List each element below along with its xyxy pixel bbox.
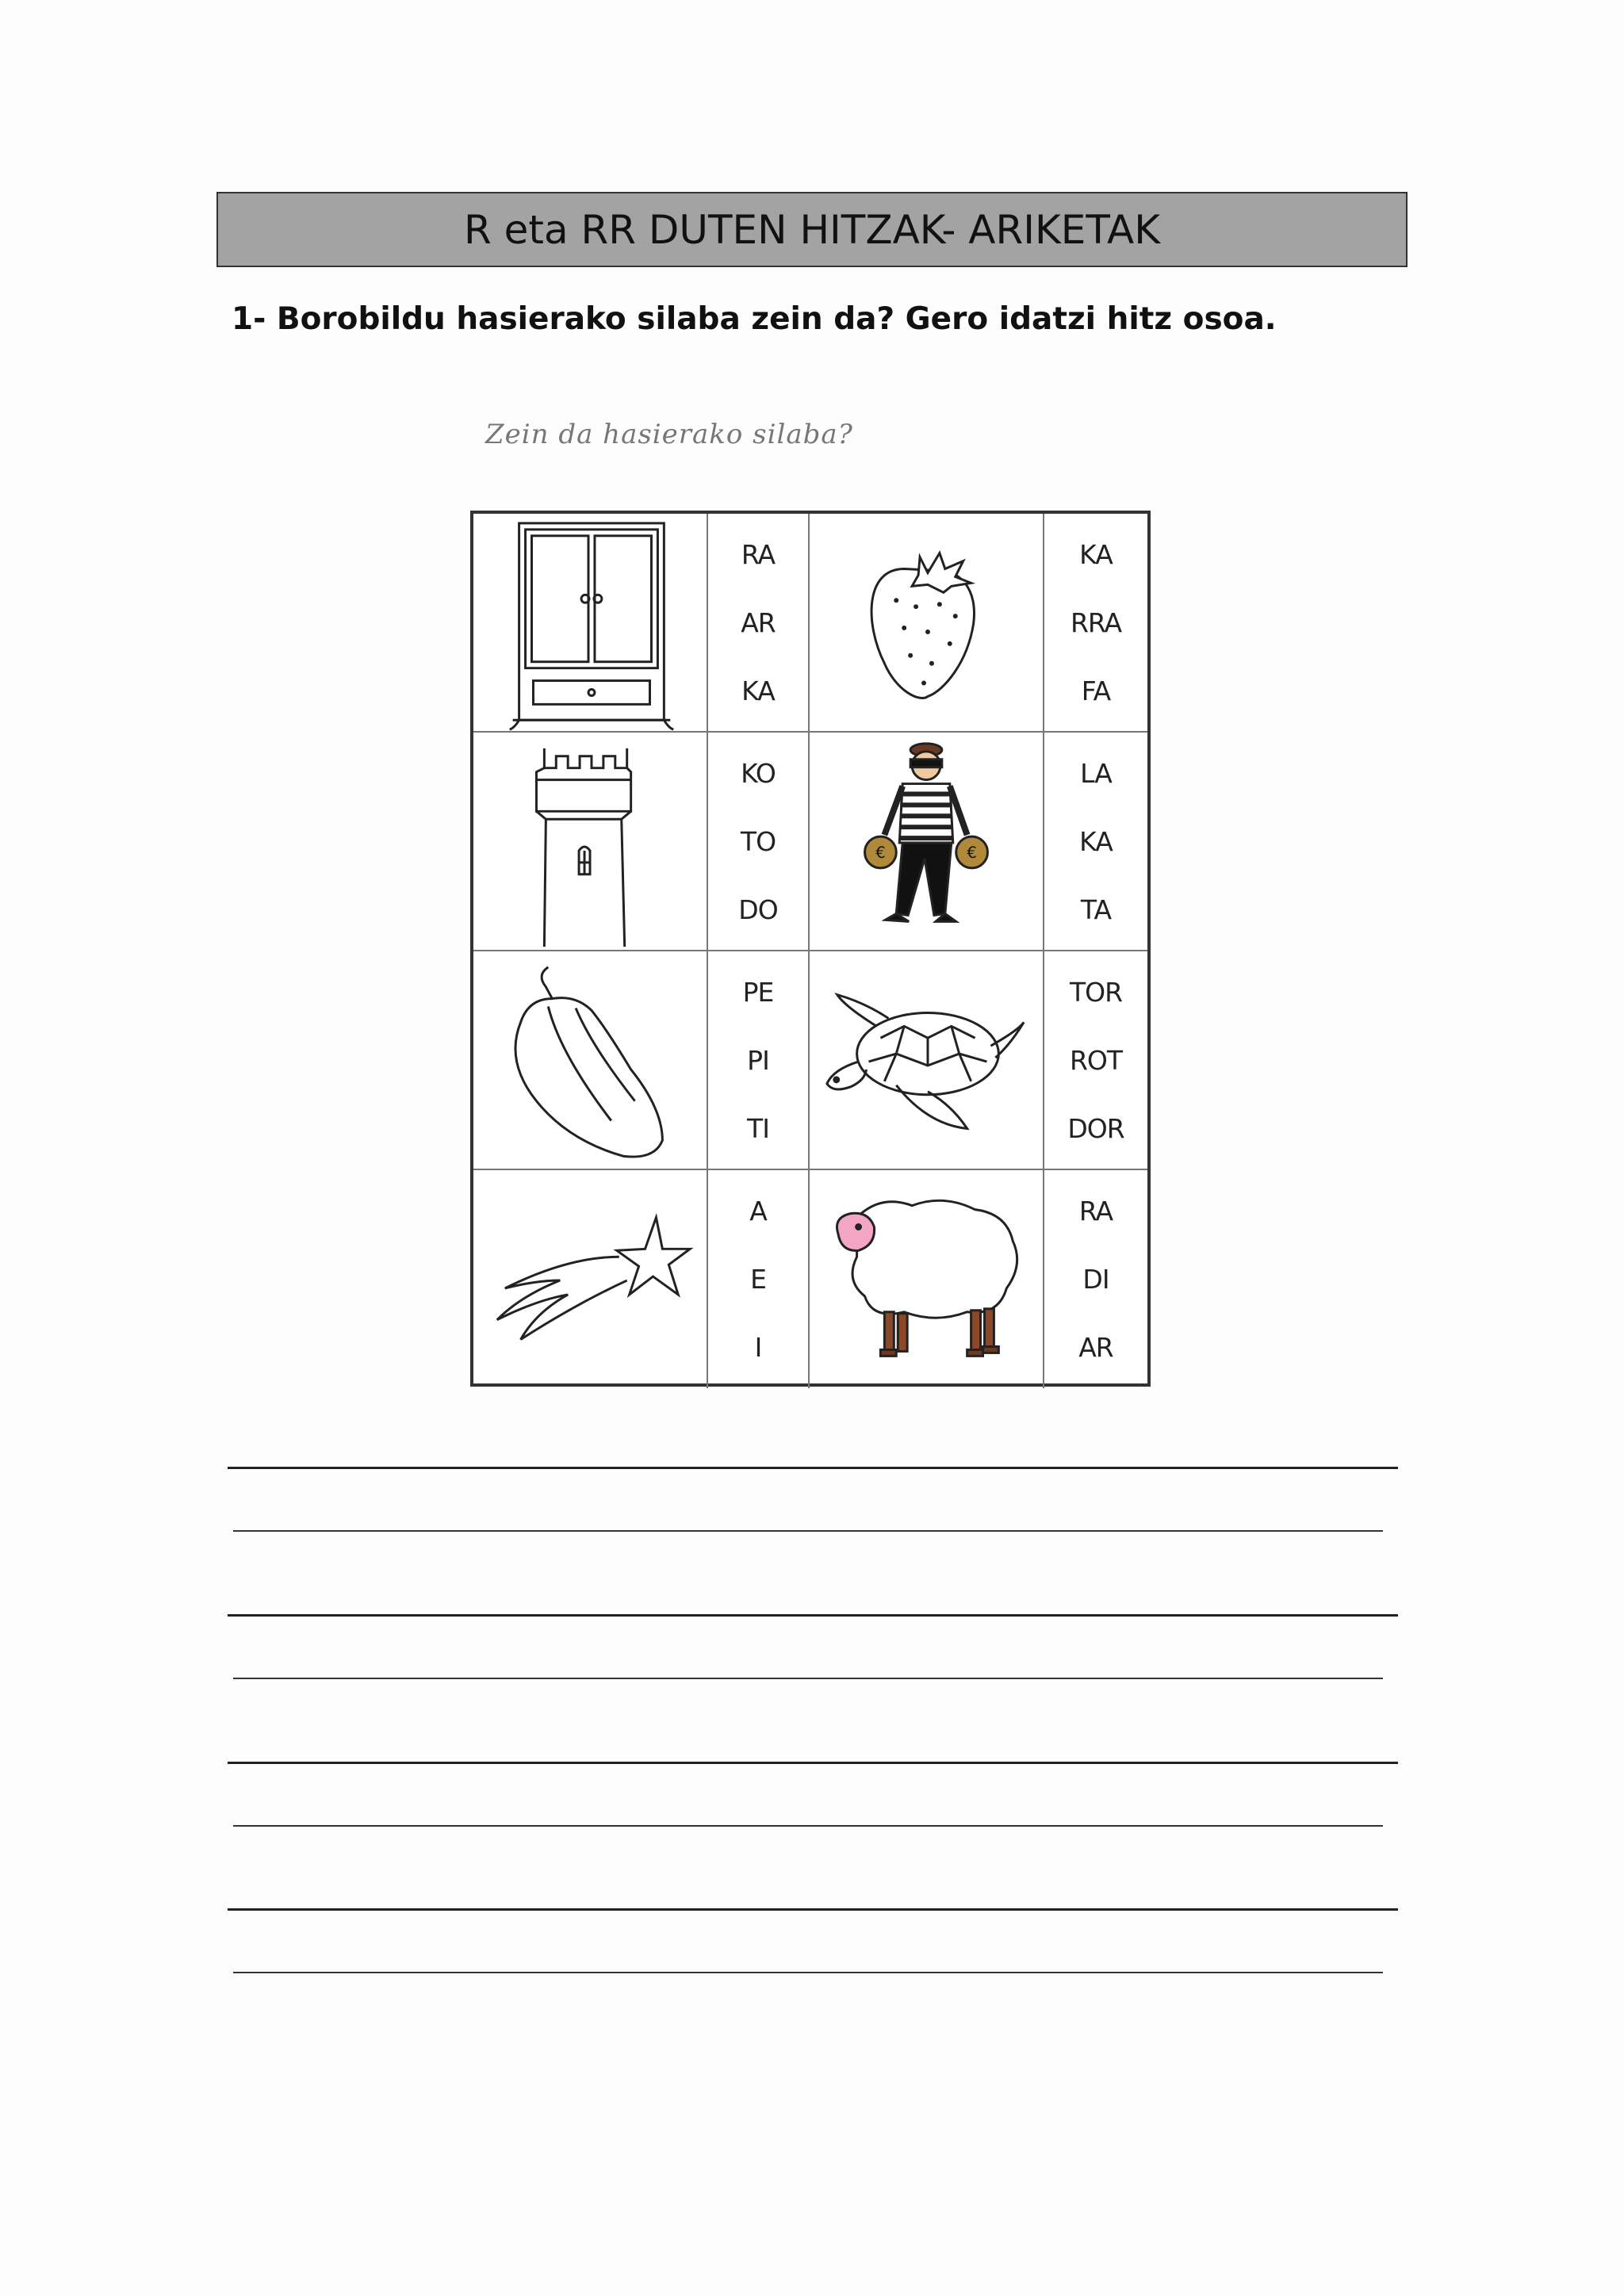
page-title: R eta RR DUTEN HITZAK- ARIKETAK [464,206,1160,253]
wardrobe-picture [473,514,708,733]
wardrobe-icon [473,514,707,731]
answer-line[interactable] [233,1530,1383,1532]
turtle-picture [810,951,1044,1170]
thief-picture [810,733,1044,951]
shooting-star-picture [473,1170,708,1387]
syllable-options-3a [708,951,810,1170]
pepper-picture [473,951,708,1170]
answer-line[interactable] [228,1762,1398,1764]
answer-line[interactable] [233,1972,1383,1973]
syllable-option[interactable]: RRA [1070,607,1122,638]
answer-line[interactable] [228,1467,1398,1469]
syllable-option[interactable]: LA [1080,757,1112,789]
syllable-option[interactable]: DO [738,894,778,925]
pepper-icon [473,951,707,1169]
syllable-options-4a [708,1170,810,1387]
syllable-option[interactable]: KA [1079,825,1113,857]
title-box [216,192,1408,267]
syllable-option[interactable]: I [754,1331,762,1363]
tower-icon [473,733,707,950]
syllable-option[interactable]: KA [1079,538,1113,570]
svg-text:€: € [967,844,977,863]
syllable-option[interactable]: RA [741,538,776,570]
syllable-options-2a [708,733,810,951]
thief-icon [810,733,1043,950]
answer-line[interactable] [233,1678,1383,1679]
svg-text:€: € [875,844,886,863]
syllable-grid [470,511,1151,1387]
syllable-options-3b [1044,951,1147,1170]
syllable-option[interactable]: ROT [1069,1044,1123,1076]
syllable-option[interactable]: TO [740,825,776,857]
syllable-options-2b [1044,733,1147,951]
syllable-option[interactable]: KO [741,757,776,789]
turtle-icon [810,951,1043,1169]
syllable-option[interactable]: PE [742,976,774,1008]
answer-line[interactable] [228,1614,1398,1617]
syllable-option[interactable]: AR [1078,1331,1113,1363]
syllable-option[interactable]: TI [747,1112,769,1144]
exercise-instruction: 1- Borobildu hasierako silaba zein da? Gero idatzi hitz osoa. [232,301,1277,337]
answer-line[interactable] [233,1825,1383,1827]
syllable-option[interactable]: AR [741,607,776,638]
syllable-option[interactable]: DOR [1067,1112,1124,1144]
answer-line[interactable] [228,1908,1398,1911]
cursive-prompt: Zein da hasierako silaba? [485,419,853,450]
syllable-options-1a [708,514,810,733]
syllable-options-4b [1044,1170,1147,1387]
syllable-option[interactable]: DI [1082,1263,1109,1295]
sheep-icon [810,1170,1043,1387]
syllable-option[interactable]: KA [741,675,775,706]
syllable-option[interactable]: RA [1078,1195,1113,1226]
sheep-picture [810,1170,1044,1387]
shooting-star-icon [473,1170,707,1387]
tower-picture [473,733,708,951]
syllable-options-1b [1044,514,1147,733]
syllable-option[interactable]: PI [747,1044,769,1076]
strawberry-icon [810,514,1043,731]
syllable-option[interactable]: TA [1080,894,1112,925]
syllable-option[interactable]: E [750,1263,766,1295]
strawberry-picture [810,514,1044,733]
syllable-option[interactable]: A [749,1195,767,1226]
syllable-option[interactable]: FA [1081,675,1111,706]
syllable-option[interactable]: TOR [1069,976,1123,1008]
